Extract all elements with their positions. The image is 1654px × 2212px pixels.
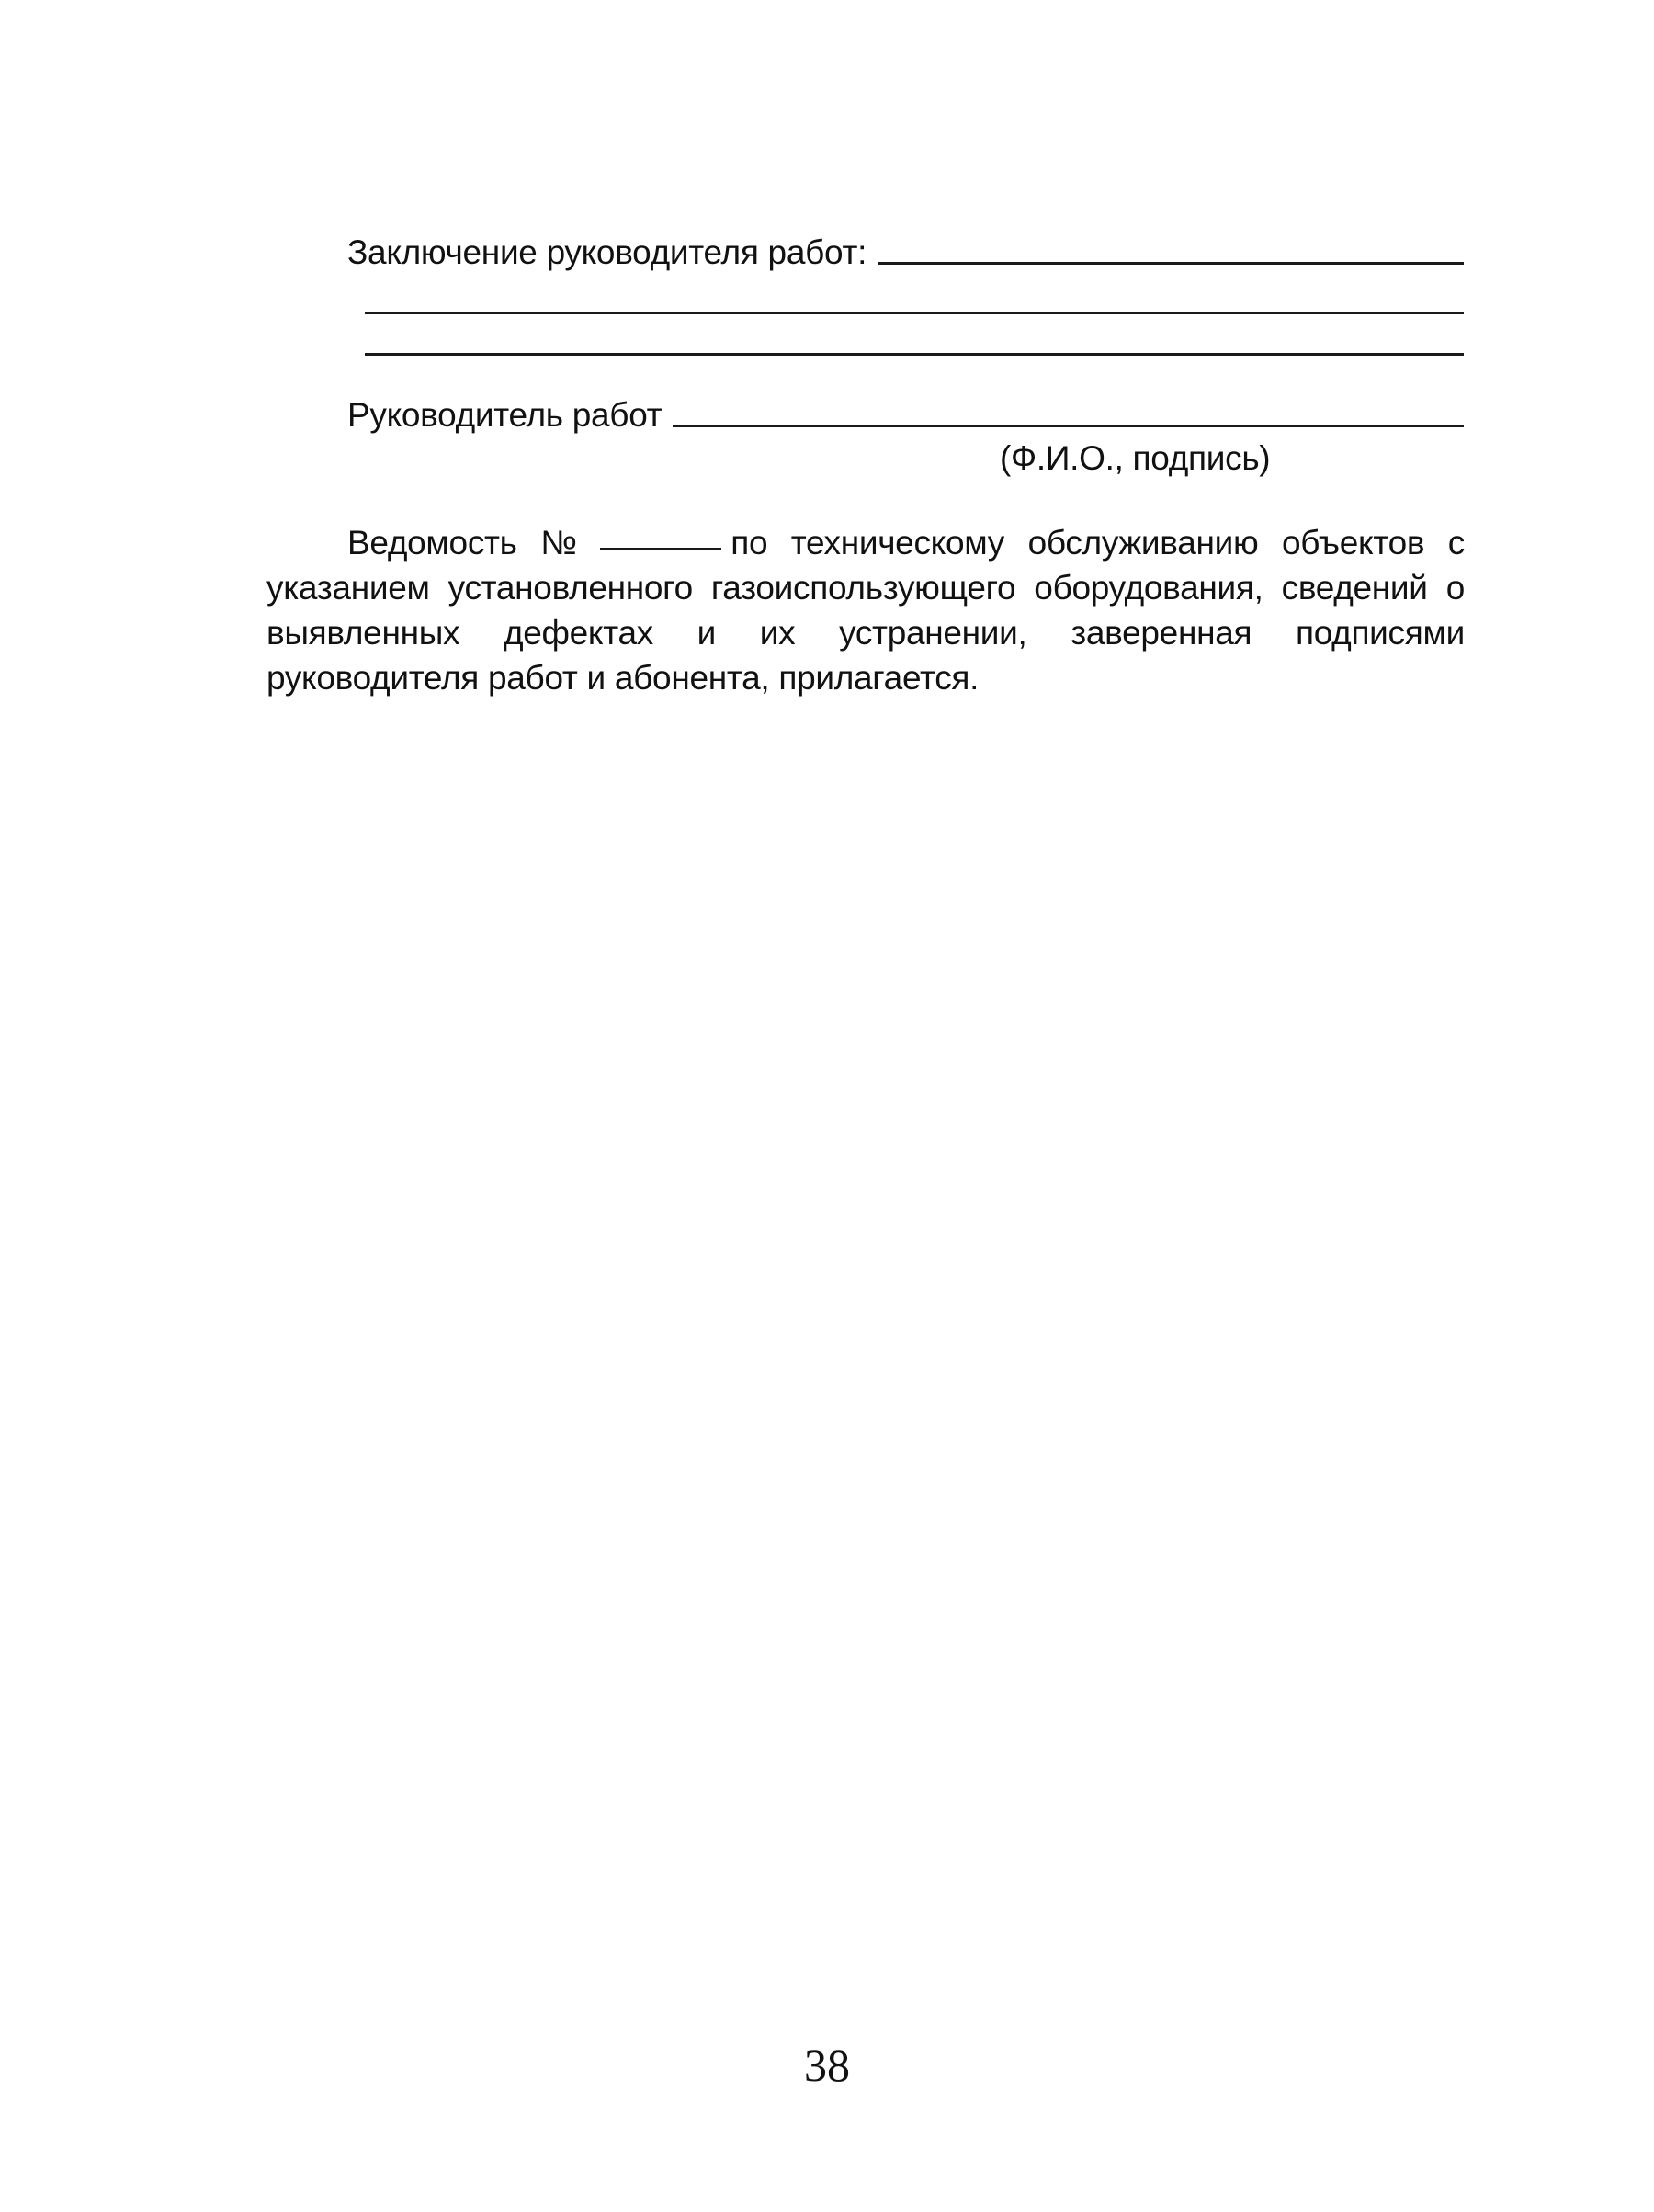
head-of-work-label: Руководитель работ [347,396,663,434]
conclusion-blank-line-3 [365,353,1464,356]
conclusion-blank-line-2 [365,312,1464,314]
page-number: 38 [804,2039,850,2091]
statement-number-blank [600,548,721,550]
conclusion-label: Заключение руководителя работ: [347,233,867,271]
head-of-work-signature-line [673,425,1464,427]
statement-paragraph [266,520,1465,700]
statement-text: по техническому обслуживанию объектов с указанием установленного газоиспользующего оборудования, сведений о выявленных дефектах и их устранении, заверенная подписями руководителя работ и абонента, прилагается. [266,524,1465,697]
signature-caption: (Ф.И.О., подпись) [1000,439,1271,477]
conclusion-row [347,233,1464,272]
conclusion-blank-line [878,262,1464,265]
statement-prefix: Ведомость № [347,524,592,562]
head-of-work-row [347,396,1464,435]
